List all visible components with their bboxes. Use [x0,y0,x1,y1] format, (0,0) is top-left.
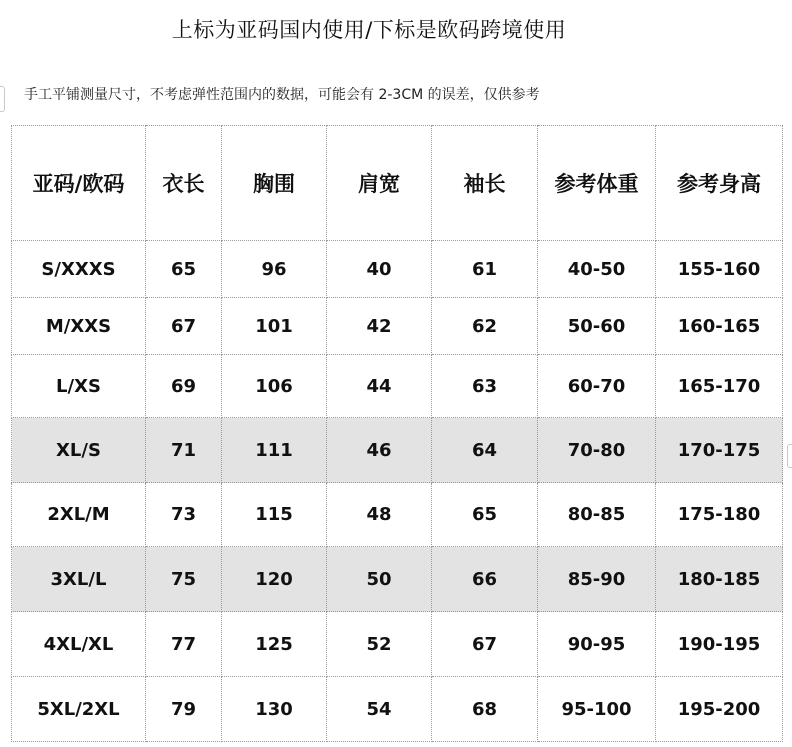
sleeve-cell: 65 [432,483,538,547]
shoulder-cell: 50 [327,547,432,612]
weight-cell: 85-90 [538,547,656,612]
height-cell: 165-170 [656,355,783,418]
height-cell: 195-200 [656,677,783,742]
page-title: 上标为亚码国内使用/下标是欧码跨境使用 [171,18,567,42]
size-cell: 5XL/2XL [12,677,146,742]
table-row [12,612,783,677]
length-cell: 77 [146,612,222,677]
table-row [12,298,783,355]
sleeve-cell: 63 [432,355,538,418]
chest-cell: 106 [222,355,327,418]
size-cell: 3XL/L [12,547,146,612]
table-row [12,418,783,483]
header-height: 参考身高 [656,126,783,241]
shoulder-cell: 48 [327,483,432,547]
chest-cell: 96 [222,241,327,298]
sleeve-cell: 62 [432,298,538,355]
sleeve-cell: 67 [432,612,538,677]
shoulder-cell: 44 [327,355,432,418]
weight-cell: 40-50 [538,241,656,298]
chest-cell: 111 [222,418,327,483]
table-row [12,547,783,612]
weight-cell: 70-80 [538,418,656,483]
chest-cell: 101 [222,298,327,355]
size-cell: XL/S [12,418,146,483]
length-cell: 65 [146,241,222,298]
weight-cell: 90-95 [538,612,656,677]
header-sleeve: 袖长 [432,126,538,241]
height-cell: 190-195 [656,612,783,677]
sleeve-cell: 61 [432,241,538,298]
table-row [12,677,783,742]
header-length: 衣长 [146,126,222,241]
weight-cell: 50-60 [538,298,656,355]
left-edge-tab [0,86,5,112]
height-cell: 175-180 [656,483,783,547]
shoulder-cell: 54 [327,677,432,742]
header-shoulder: 肩宽 [327,126,432,241]
height-cell: 180-185 [656,547,783,612]
length-cell: 69 [146,355,222,418]
chest-cell: 125 [222,612,327,677]
weight-cell: 80-85 [538,483,656,547]
height-cell: 160-165 [656,298,783,355]
length-cell: 67 [146,298,222,355]
chest-cell: 115 [222,483,327,547]
sleeve-cell: 68 [432,677,538,742]
table-row [12,483,783,547]
sleeve-cell: 66 [432,547,538,612]
chest-cell: 120 [222,547,327,612]
height-cell: 170-175 [656,418,783,483]
length-cell: 71 [146,418,222,483]
chest-cell: 130 [222,677,327,742]
shoulder-cell: 40 [327,241,432,298]
header-size: 亚码/欧码 [12,126,146,241]
sleeve-cell: 64 [432,418,538,483]
right-edge-tab [787,444,792,468]
size-cell: M/XXS [12,298,146,355]
table-row [12,241,783,298]
weight-cell: 60-70 [538,355,656,418]
length-cell: 75 [146,547,222,612]
length-cell: 79 [146,677,222,742]
measurement-note: 手工平铺测量尺寸，不考虑弹性范围内的数据，可能会有 2-3CM 的误差，仅供参考 [24,87,540,103]
header-chest: 胸围 [222,126,327,241]
height-cell: 155-160 [656,241,783,298]
shoulder-cell: 46 [327,418,432,483]
header-weight: 参考体重 [538,126,656,241]
size-cell: 4XL/XL [12,612,146,677]
shoulder-cell: 52 [327,612,432,677]
shoulder-cell: 42 [327,298,432,355]
size-chart-table [11,125,783,742]
size-cell: S/XXXS [12,241,146,298]
table-row [12,355,783,418]
size-cell: L/XS [12,355,146,418]
length-cell: 73 [146,483,222,547]
size-cell: 2XL/M [12,483,146,547]
weight-cell: 95-100 [538,677,656,742]
header-row [12,126,783,241]
